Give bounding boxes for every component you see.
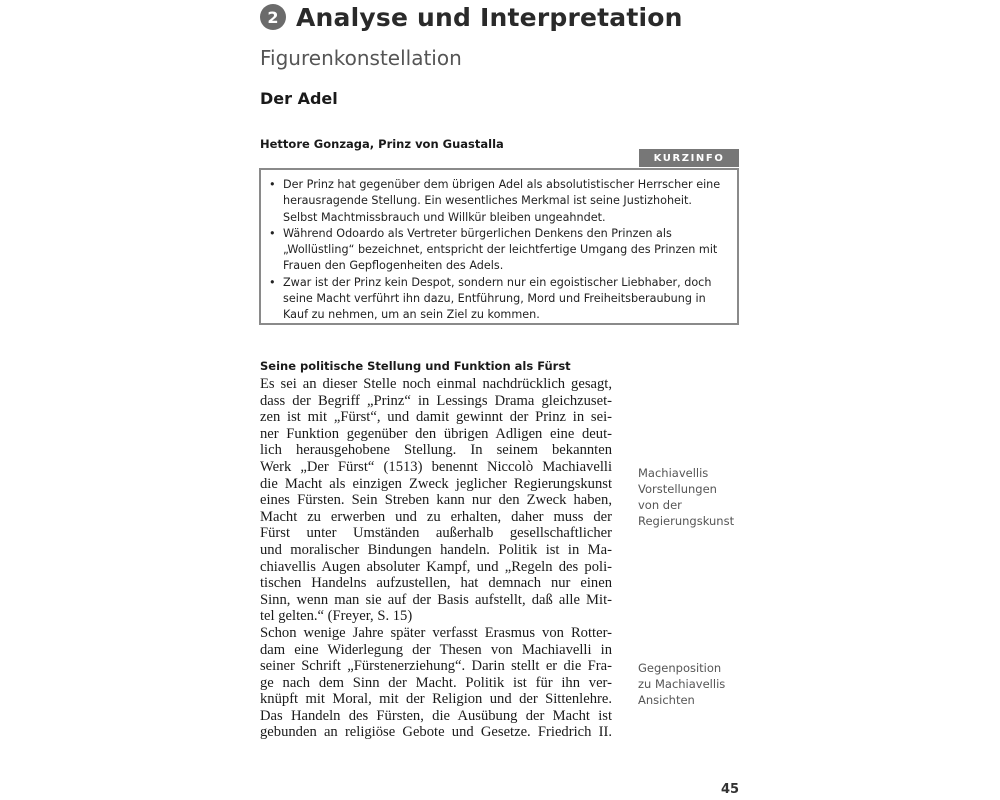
body-line: die Macht als einzigen Zweck jeglicher Regierungskunst — [260, 475, 612, 492]
body-line: dass der Begriff „Prinz“ in Lessings Drama gleichzuset- — [260, 392, 612, 409]
kurzinfo-item — [267, 226, 729, 275]
kurzinfo-list — [267, 177, 729, 324]
body-line: und moralischer Bindungen handeln. Politik ist in Ma- — [260, 541, 612, 558]
kurzinfo-label: KURZINFO — [639, 149, 739, 167]
body-line: Werk „Der Fürst“ (1513) benennt Niccolò Machiavelli — [260, 458, 612, 475]
body-line: chiavellis Augen absoluter Kampf, und „Regeln des poli- — [260, 558, 612, 575]
kurzinfo-line: herausragende Stellung. Ein wesentliches Merkmal ist seine Justizhoheit. — [283, 194, 692, 208]
kurzinfo-box — [259, 168, 739, 325]
kurzinfo-line: Der Prinz hat gegenüber dem übrigen Adel als absolutistischer Herrscher eine — [283, 178, 721, 191]
margin-note-line: Gegenposition — [638, 661, 722, 675]
body-line: tel gelten.“ (Freyer, S. 15) — [260, 608, 413, 625]
kurzinfo-item — [267, 177, 729, 226]
body-line: dam eine Widerlegung der Thesen von Machiavelli in — [260, 641, 612, 658]
section-title: Figurenkonstellation — [260, 46, 462, 70]
kurzinfo-line: seine Macht verführt ihn dazu, Entführung, Mord und Freiheitsberaubung in — [283, 292, 706, 306]
chapter-number-badge: 2 — [260, 4, 286, 30]
body-line: ge nach dem Sinn der Macht. Politik ist für ihn ver- — [260, 674, 612, 691]
subsection-title: Der Adel — [260, 89, 338, 108]
body-line: Schon wenige Jahre später verfasst Erasmus von Rotter- — [260, 624, 612, 641]
margin-note-gegenposition — [638, 660, 768, 708]
body-line: Macht zu erwerben und zu erhalten, daher muss der — [260, 508, 612, 525]
body-line: gebunden an religiöse Gebote und Gesetze. Friedrich II. — [260, 724, 612, 741]
body-text — [260, 376, 612, 741]
person-heading: Hettore Gonzaga, Prinz von Guastalla — [260, 137, 504, 151]
margin-note-line: zu Machiavellis — [638, 677, 726, 691]
body-line: zen ist mit „Fürst“, und damit gewinnt der Prinz in sei- — [260, 409, 612, 426]
body-line: eines Fürsten. Sein Streben kann nur den Zweck haben, — [260, 492, 612, 509]
kurzinfo-line: Kauf zu nehmen, um an sein Ziel zu kommen. — [283, 308, 540, 322]
page-number: 45 — [721, 782, 740, 797]
body-line: knüpft mit Moral, mit der Religion und der Sittenlehre. — [260, 691, 612, 708]
kurzinfo-line: „Wollüstling“ bezeichnet, entspricht der leichtfertige Umgang des Prinzen mit — [283, 243, 718, 257]
body-line: Sinn, wenn man sie auf der Basis aufstellt, daß alle Mit- — [260, 591, 612, 608]
margin-note-line: Machiavellis — [638, 466, 709, 480]
chapter-title: Analyse und Interpretation — [296, 2, 683, 32]
body-line: Fürst unter Umständen außerhalb gesellschaftlicher — [260, 525, 612, 542]
margin-note-line: Regierungskunst — [638, 514, 735, 528]
body-line: ner Funktion gegenüber den übrigen Adligen eine deut- — [260, 425, 612, 442]
body-line: tischen Handelns aufzustellen, hat demnach nur einen — [260, 575, 612, 592]
margin-note-machiavelli — [638, 465, 768, 529]
body-line: lich herausgehobene Stellung. In seinem bekannten — [260, 442, 612, 459]
chapter-header — [260, 0, 683, 34]
margin-note-line: Ansichten — [638, 693, 695, 707]
margin-note-line: von der — [638, 498, 682, 512]
body-line: seiner Schrift „Fürstenerziehung“. Darin stellt er die Fra- — [260, 658, 612, 675]
body-line: Es sei an dieser Stelle noch einmal nachdrücklich gesagt, — [260, 376, 612, 392]
body-line: Das Handeln des Fürsten, die Ausübung der Macht ist — [260, 707, 612, 724]
kurzinfo-item — [267, 275, 729, 324]
kurzinfo-line: Während Odoardo als Vertreter bürgerlichen Denkens den Prinzen als — [283, 226, 672, 240]
kurzinfo-line: Frauen den Gepflogenheiten des Adels. — [283, 259, 504, 273]
body-heading: Seine politische Stellung und Funktion als Fürst — [260, 359, 571, 373]
kurzinfo-line: Selbst Machtmissbrauch und Willkür bleiben ungeahndet. — [283, 210, 606, 224]
kurzinfo-line: Zwar ist der Prinz kein Despot, sondern nur ein egoistischer Liebhaber, doch — [283, 275, 712, 289]
margin-note-line: Vorstellungen — [638, 482, 717, 496]
